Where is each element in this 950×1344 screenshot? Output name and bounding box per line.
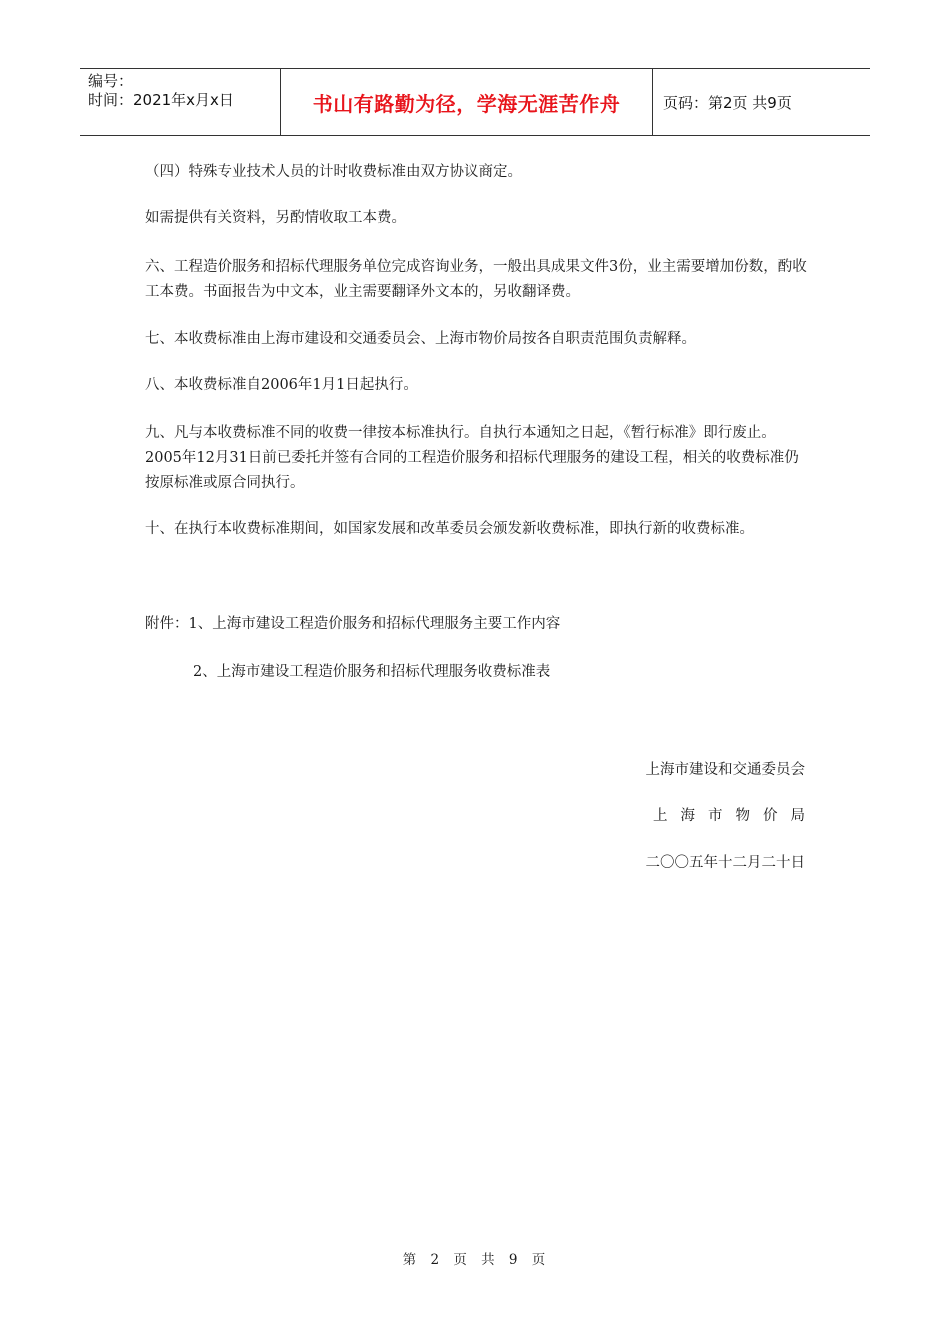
- header-page-label: 页码：第2页 共9页: [663, 93, 792, 112]
- time-label: 时间：2021年x月x日: [88, 91, 234, 109]
- paragraph-six: 六、工程造价服务和招标代理服务单位完成咨询业务，一般出具成果文件3份，业主需要增加份数，酌收工本费。书面报告为中文本，业主需要翻译外文本的，另收翻译费。: [145, 259, 807, 300]
- paragraph-eight: 八、本收费标准自2006年1月1日起执行。: [145, 377, 418, 393]
- signature-org-2: 上海市物价局: [653, 808, 818, 824]
- page-footer: 第 2 页 共 9 页: [402, 1252, 548, 1268]
- attachment-1: 附件：1、上海市建设工程造价服务和招标代理服务主要工作内容: [145, 616, 561, 632]
- signature-org-1: 上海市建设和交通委员会: [645, 762, 805, 778]
- document-header: [80, 68, 870, 136]
- signature-date: 二〇〇五年十二月二十日: [645, 855, 805, 871]
- paragraph-materials: 如需提供有关资料，另酌情收取工本费。: [145, 210, 406, 226]
- number-label: 编号：: [88, 72, 134, 90]
- header-meta: [80, 69, 281, 135]
- paragraph-nine: 九、凡与本收费标准不同的收费一律按本标准执行。自执行本通知之日起，《暂行标准》即行废止。2005年12月31日前已委托并签有合同的工程造价服务和招标代理服务的建设工程，相关的收费标准仍按原标准或原合同执行。: [145, 425, 799, 491]
- paragraph-special-staff: （四）特殊专业技术人员的计时收费标准由双方协议商定。: [145, 164, 522, 180]
- attachment-2: 2、上海市建设工程造价服务和招标代理服务收费标准表: [193, 664, 551, 680]
- paragraph-seven: 七、本收费标准由上海市建设和交通委员会、上海市物价局按各自职责范围负责解释。: [145, 331, 696, 347]
- header-motto: 书山有路勤为径，学海无涯苦作舟: [281, 69, 653, 135]
- paragraph-ten: 十、在执行本收费标准期间，如国家发展和改革委员会颁发新收费标准，即执行新的收费标准。: [145, 521, 754, 537]
